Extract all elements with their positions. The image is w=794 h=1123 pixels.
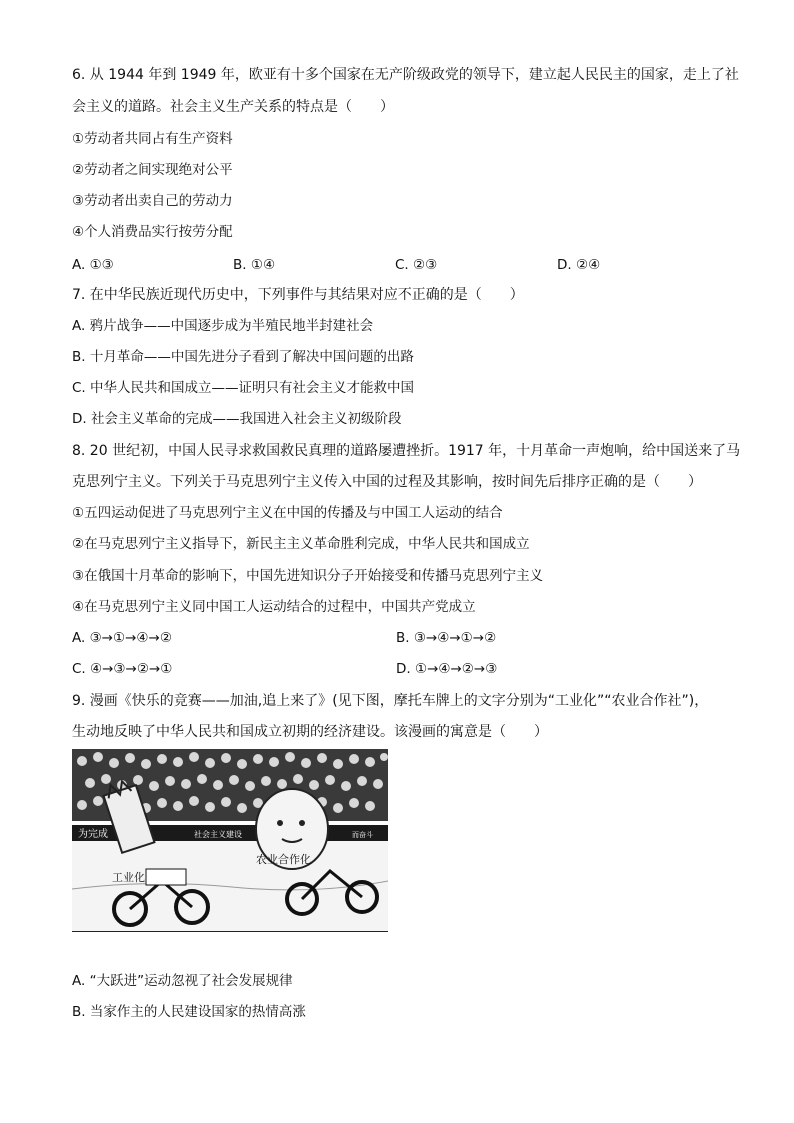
q8-stem-line1: 8. 20 世纪初，中国人民寻求救国救民真理的道路屡遭挫折。1917 年，十月革命一声炮响，给中国送来了马 xyxy=(72,443,741,459)
q9-stem-line1: 9. 漫画《快乐的竞赛——加油,追上来了》(见下图，摩托车牌上的文字分别为“工业化”“农业合作社”)， xyxy=(72,693,709,709)
banner-mid-text: 社会主义建设 xyxy=(194,830,242,839)
q6-item-2: ②劳动者之间实现绝对公平 xyxy=(72,162,233,178)
banner-left-text: 为完成 xyxy=(78,829,108,840)
q7-stem: 7. 在中华民族近现代历史中，下列事件与其结果对应不正确的是（ ） xyxy=(72,287,524,303)
q8-item-2: ②在马克思列宁主义指导下，新民主主义革命胜利完成，中华人民共和国成立 xyxy=(72,536,530,552)
plate-agriculture: 农业合作化 xyxy=(256,853,311,866)
q9-stem-line2: 生动地反映了中华人民共和国成立初期的经济建设。该漫画的寓意是（ ） xyxy=(72,724,548,740)
q8-item-1: ①五四运动促进了马克思列宁主义在中国的传播及与中国工人运动的结合 xyxy=(72,505,503,521)
q7-option-c[interactable]: C. 中华人民共和国成立——证明只有社会主义才能救中国 xyxy=(72,380,415,396)
q9-option-b[interactable]: B. 当家作主的人民建设国家的热情高涨 xyxy=(72,1004,306,1020)
q6-stem-line2: 会主义的道路。社会主义生产关系的特点是（ ） xyxy=(72,99,394,115)
q7-option-d[interactable]: D. 社会主义革命的完成——我国进入社会主义初级阶段 xyxy=(72,411,402,427)
q8-option-d[interactable]: D. ①→④→②→③ xyxy=(396,661,498,677)
q8-option-c[interactable]: C. ④→③→②→① xyxy=(72,661,173,677)
q8-option-a[interactable]: A. ③→①→④→② xyxy=(72,630,172,646)
q6-option-d[interactable]: D. ②④ xyxy=(557,257,601,273)
banner-right-text: 而奋斗 xyxy=(352,831,373,839)
q6-item-3: ③劳动者出卖自己的劳动力 xyxy=(72,193,233,209)
q8-stem-line2: 克思列宁主义。下列关于马克思列宁主义传入中国的过程及其影响，按时间先后排序正确的是（ ） xyxy=(72,474,702,490)
q9-option-a[interactable]: A. “大跃进”运动忽视了社会发展规律 xyxy=(72,973,293,989)
cartoon-image xyxy=(72,749,388,932)
q6-option-c[interactable]: C. ②③ xyxy=(395,257,438,273)
plate-industrialization: 工业化 xyxy=(112,871,145,884)
q6-item-4: ④个人消费品实行按劳分配 xyxy=(72,224,233,240)
q6-stem-line1: 6. 从 1944 年到 1949 年，欧亚有十多个国家在无产阶级政党的领导下，建立起人民民主的国家，走上了社 xyxy=(72,67,739,83)
q6-option-a[interactable]: A. ①③ xyxy=(72,257,114,273)
q6-option-b[interactable]: B. ①④ xyxy=(233,257,276,273)
q6-item-1: ①劳动者共同占有生产资料 xyxy=(72,131,233,147)
q8-item-3: ③在俄国十月革命的影响下，中国先进知识分子开始接受和传播马克思列宁主义 xyxy=(72,568,544,584)
q8-option-b[interactable]: B. ③→④→①→② xyxy=(396,630,497,646)
q7-option-a[interactable]: A. 鸦片战争——中国逐步成为半殖民地半封建社会 xyxy=(72,318,374,334)
q7-option-b[interactable]: B. 十月革命——中国先进分子看到了解决中国问题的出路 xyxy=(72,349,414,365)
q8-item-4: ④在马克思列宁主义同中国工人运动结合的过程中，中国共产党成立 xyxy=(72,599,476,615)
